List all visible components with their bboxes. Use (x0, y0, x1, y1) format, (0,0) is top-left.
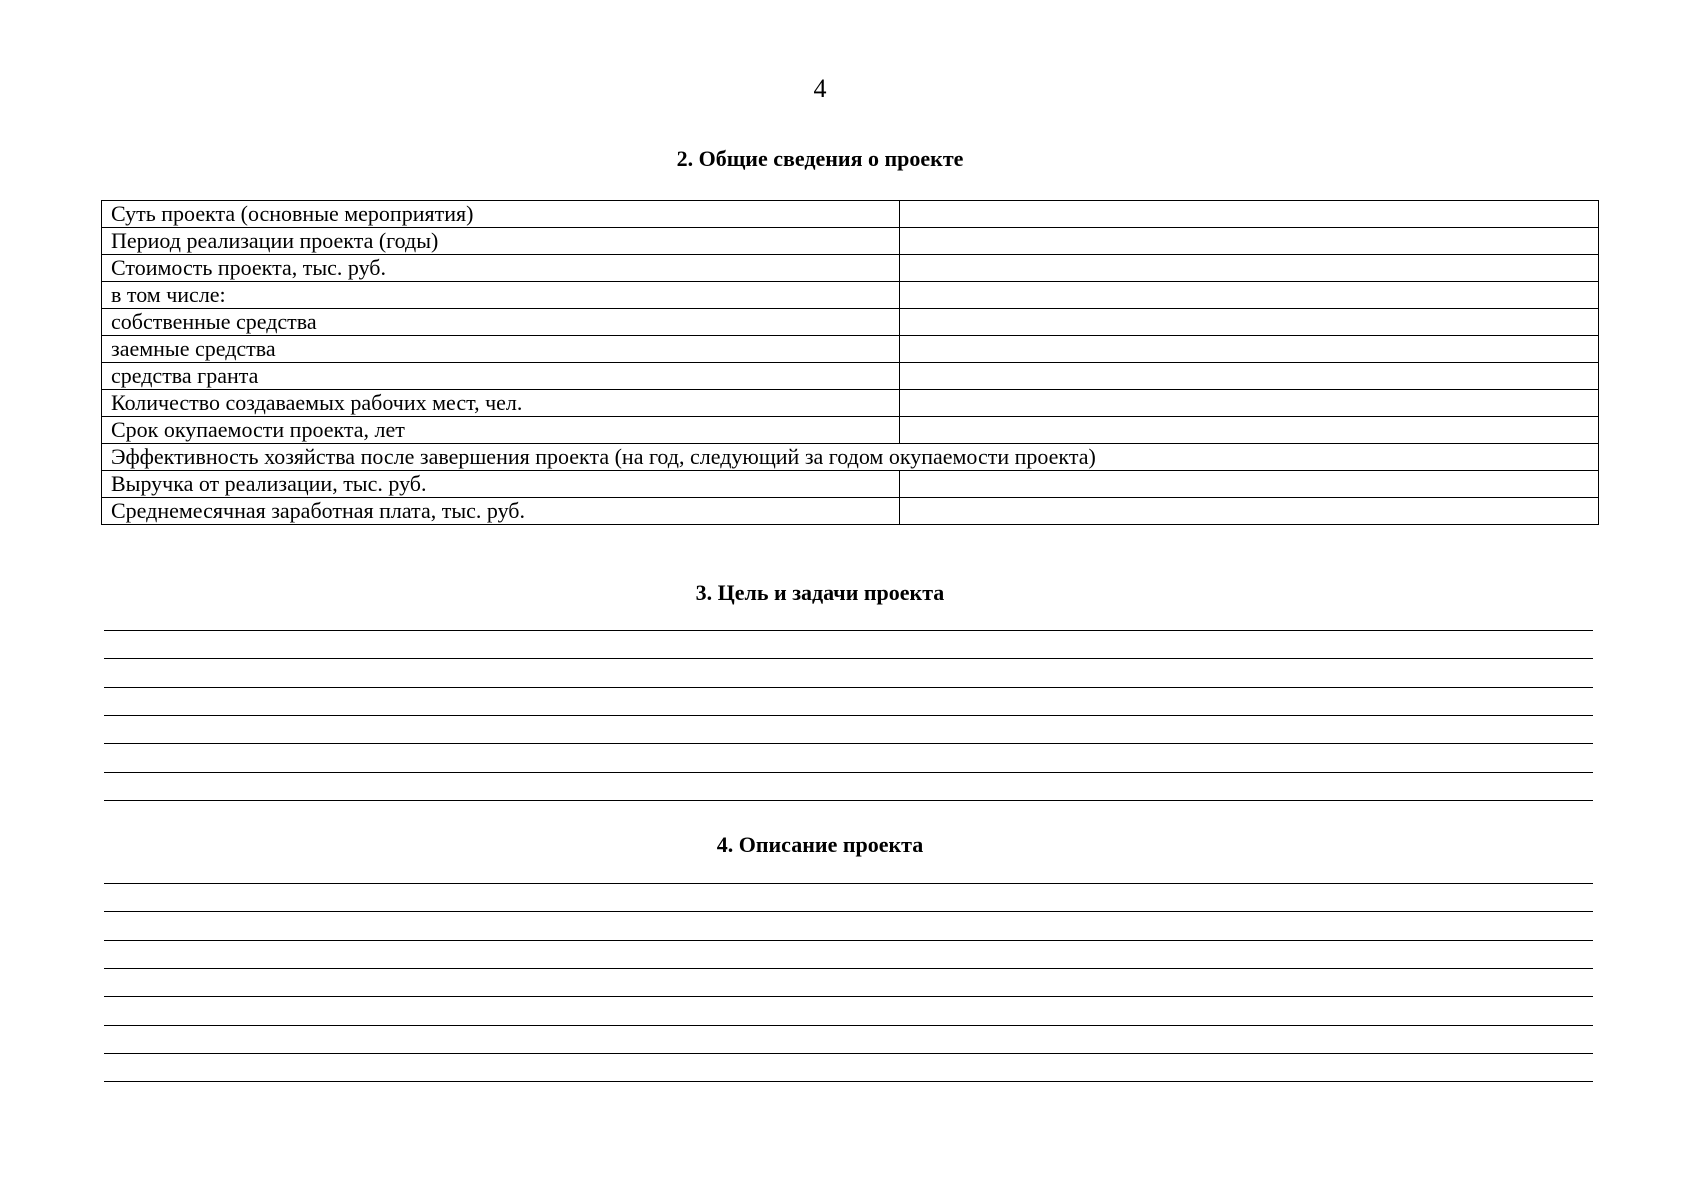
description-writing-line[interactable] (104, 968, 1593, 969)
row-label: Эффективность хозяйства после завершения проекта (на год, следующий за годом окупаемости проекта) (102, 444, 1599, 471)
table-row (102, 444, 1599, 471)
page-number: 4 (813, 74, 827, 103)
row-value-field[interactable] (900, 201, 1599, 228)
row-value-field[interactable] (900, 255, 1599, 282)
row-value-field[interactable] (900, 363, 1599, 390)
row-value-field[interactable] (900, 336, 1599, 363)
row-label: заемные средства (102, 336, 900, 363)
description-writing-line[interactable] (104, 1081, 1593, 1082)
row-label: собственные средства (102, 309, 900, 336)
table-row (102, 417, 1599, 444)
table-row (102, 390, 1599, 417)
description-writing-line[interactable] (104, 940, 1593, 941)
goals-writing-line[interactable] (104, 800, 1593, 801)
row-value-field[interactable] (900, 471, 1599, 498)
row-label: средства гранта (102, 363, 900, 390)
row-value-field[interactable] (900, 309, 1599, 336)
table-row (102, 471, 1599, 498)
row-value-field[interactable] (900, 228, 1599, 255)
table-row (102, 255, 1599, 282)
description-writing-line[interactable] (104, 1053, 1593, 1054)
goals-writing-line[interactable] (104, 715, 1593, 716)
table-row (102, 228, 1599, 255)
table-row (102, 363, 1599, 390)
row-value-field[interactable] (900, 498, 1599, 525)
row-label: Выручка от реализации, тыс. руб. (102, 471, 900, 498)
section-title-goals: 3. Цель и задачи проекта (695, 580, 945, 605)
section-title-general-info: 2. Общие сведения о проекте (676, 146, 964, 171)
row-label: Срок окупаемости проекта, лет (102, 417, 900, 444)
goals-writing-line[interactable] (104, 687, 1593, 688)
table-row (102, 336, 1599, 363)
description-writing-line[interactable] (104, 1025, 1593, 1026)
table-row (102, 498, 1599, 525)
row-value-field[interactable] (900, 282, 1599, 309)
project-info-table (101, 200, 1599, 525)
goals-writing-line[interactable] (104, 772, 1593, 773)
description-writing-line[interactable] (104, 996, 1593, 997)
row-label: Среднемесячная заработная плата, тыс. руб. (102, 498, 900, 525)
row-label: Период реализации проекта (годы) (102, 228, 900, 255)
section-title-description: 4. Описание проекта (716, 832, 924, 857)
table-row (102, 282, 1599, 309)
description-writing-line[interactable] (104, 911, 1593, 912)
row-value-field[interactable] (900, 390, 1599, 417)
goals-writing-line[interactable] (104, 743, 1593, 744)
row-label: в том числе: (102, 282, 900, 309)
goals-writing-line[interactable] (104, 630, 1593, 631)
goals-writing-line[interactable] (104, 658, 1593, 659)
description-writing-line[interactable] (104, 883, 1593, 884)
table-row (102, 201, 1599, 228)
row-label: Суть проекта (основные мероприятия) (102, 201, 900, 228)
row-label: Количество создаваемых рабочих мест, чел. (102, 390, 900, 417)
row-value-field[interactable] (900, 417, 1599, 444)
table-row (102, 309, 1599, 336)
row-label: Стоимость проекта, тыс. руб. (102, 255, 900, 282)
